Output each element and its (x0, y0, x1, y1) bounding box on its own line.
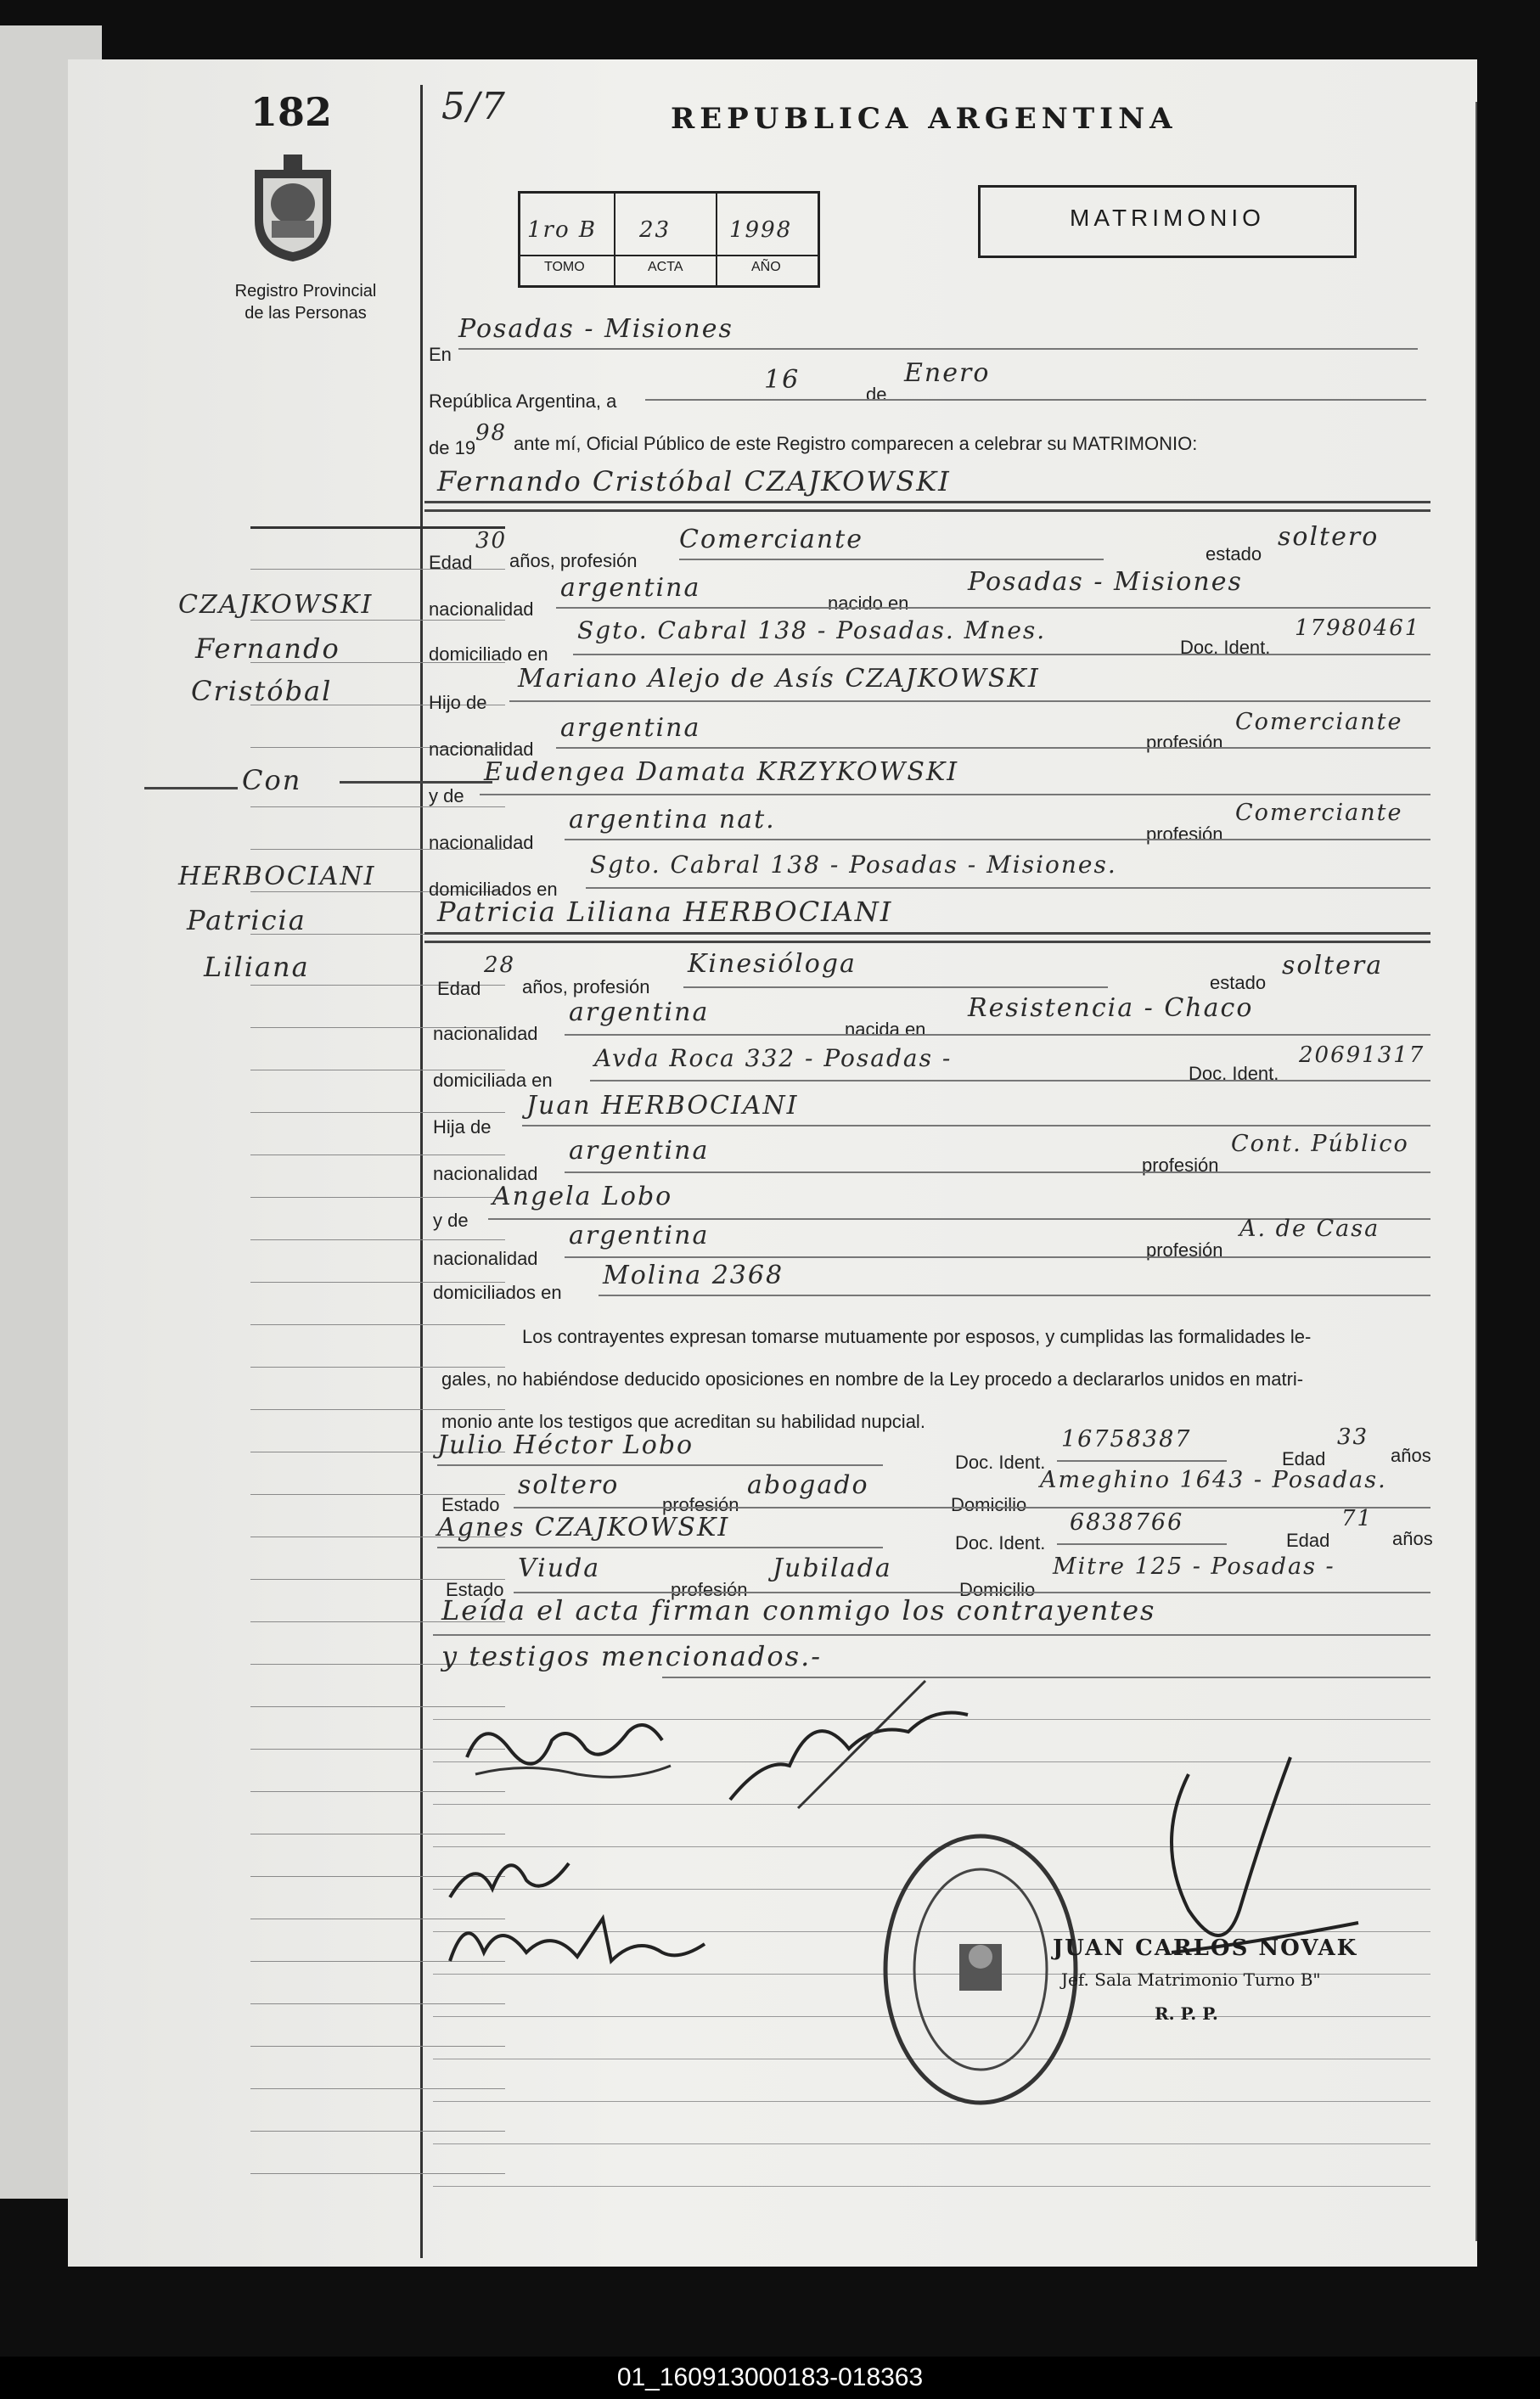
witness2-estado-label: Estado (446, 1579, 504, 1600)
margin-conjunction: Con (242, 764, 302, 796)
groom-estado-label: estado (1206, 543, 1262, 565)
groom-hijo-label: Hijo de (429, 692, 487, 713)
bride-parents-dom-label: domiciliados en (433, 1282, 562, 1303)
acta-value: 23 (639, 217, 672, 243)
groom-estado: soltero (1278, 522, 1380, 552)
day: 16 (764, 365, 801, 395)
acta-label: ACTA (648, 260, 683, 274)
bride-yde-label: y de (433, 1210, 469, 1231)
closing-line2: y testigos mencionados.- (441, 1640, 823, 1672)
witness1-anos-label: años (1391, 1445, 1431, 1466)
margin-bride-surname: HERBOCIANI (178, 862, 376, 891)
groom-parents-domicile: Sgto. Cabral 138 - Posadas - Misiones. (590, 851, 1117, 879)
groom-father: Mariano Alejo de Asís CZAJKOWSKI (518, 664, 1040, 694)
witness2-age: 71 (1341, 1506, 1374, 1531)
bride-father-nac-label: nacionalidad (433, 1163, 538, 1184)
witness1-domicile: Ameghino 1643 - Posadas. (1040, 1467, 1387, 1493)
groom-father-prof-label: profesión (1146, 732, 1223, 753)
groom-doc-label: Doc. Ident. (1180, 637, 1271, 658)
bride-father: Juan HERBOCIANI (526, 1091, 799, 1121)
bride-dom-label: domiciliada en (433, 1070, 553, 1091)
witness2-profession: Jubilada (773, 1553, 892, 1583)
witness2-dom-label: Domicilio (959, 1579, 1036, 1600)
groom-domicile: Sgto. Cabral 138 - Posadas. Mnes. (577, 616, 1047, 644)
en-label: En (429, 344, 452, 365)
groom-nacido-label: nacido en (828, 593, 909, 614)
groom-mother-prof-label: profesión (1146, 823, 1223, 845)
bride-profession: Kinesióloga (688, 949, 857, 979)
witness2-anos-label: años (1392, 1528, 1433, 1549)
closing-line1: Leída el acta firman conmigo los contrayentes (441, 1594, 1156, 1626)
signature-contrayente-1 (458, 1698, 679, 1804)
bride-edad-label: Edad (437, 978, 481, 999)
bride-mother-nac-label: nacionalidad (433, 1248, 538, 1269)
right-border (1475, 102, 1477, 2241)
registry-name-line2: de las Personas (244, 304, 367, 323)
bride-hija-label: Hija de (433, 1116, 492, 1138)
witness1-doc-label: Doc. Ident. (955, 1452, 1046, 1473)
registry-name-line1: Registro Provincial (234, 282, 377, 301)
document-page (68, 59, 1477, 2267)
groom-birthplace: Posadas - Misiones (968, 567, 1243, 597)
witness1-profession: abogado (747, 1470, 869, 1500)
groom-anos-label: años, profesión (509, 550, 638, 571)
bride-anos-label: años, profesión (522, 976, 650, 997)
bride-nationality: argentina (569, 997, 710, 1027)
witness1-estado-label: Estado (441, 1494, 500, 1515)
country-title: REPUBLICA ARGENTINA (671, 102, 1177, 136)
bride-doc-label: Doc. Ident. (1189, 1063, 1279, 1084)
tomo-label: TOMO (544, 260, 585, 274)
bride-nac-label: nacionalidad (433, 1023, 538, 1044)
place: Posadas - Misiones (458, 314, 733, 344)
official-seal (879, 1829, 1082, 2114)
witness2-domicile: Mitre 125 - Posadas - (1053, 1553, 1335, 1580)
bride-mother-prof-label: profesión (1146, 1239, 1223, 1261)
groom-doc: 17980461 (1295, 615, 1421, 641)
margin-bride-first: Patricia (187, 904, 306, 936)
groom-father-nac-label: nacionalidad (429, 739, 534, 760)
witness1-name: Julio Héctor Lobo (437, 1430, 694, 1460)
margin-groom-surname: CZAJKOWSKI (178, 590, 374, 620)
witness2-prof-label: profesión (671, 1579, 748, 1600)
groom-age: 30 (475, 528, 508, 553)
groom-mother-nac-label: nacionalidad (429, 832, 534, 853)
month: Enero (904, 358, 991, 388)
margin-divider (420, 85, 423, 2258)
witness2-estado: Viuda (518, 1553, 601, 1583)
witness1-doc: 16758387 (1061, 1426, 1192, 1452)
official-name: JUAN CARLOS NOVAK (1053, 1935, 1358, 1961)
witness1-prof-label: profesión (662, 1494, 739, 1515)
bride-nacida-label: nacida en (845, 1019, 926, 1040)
year-suffix: 98 (475, 420, 508, 446)
bride-birthplace: Resistencia - Chaco (968, 993, 1254, 1023)
tomo-value: 1ro B (527, 217, 597, 243)
witness1-estado: soltero (518, 1470, 620, 1500)
bride-father-nationality: argentina (569, 1136, 710, 1166)
groom-name: Fernando Cristóbal CZAJKOWSKI (437, 465, 951, 497)
witness2-doc: 6838766 (1070, 1509, 1184, 1536)
bride-doc: 20691317 (1299, 1042, 1425, 1068)
bride-mother-profession: A. de Casa (1239, 1216, 1380, 1242)
official-title: Jef. Sala Matrimonio Turno B" (1061, 1969, 1321, 1990)
ano-value: 1998 (729, 217, 793, 243)
groom-nac-label: nacionalidad (429, 598, 534, 620)
margin-groom-first: Fernando (195, 632, 340, 665)
coat-of-arms-logo (246, 153, 340, 267)
bride-name: Patricia Liliana HERBOCIANI (437, 896, 893, 928)
witness2-edad-label: Edad (1286, 1530, 1330, 1551)
signature-contrayente-2 (713, 1672, 985, 1821)
witness2-doc-label: Doc. Ident. (955, 1532, 1046, 1553)
official-org: R. P. P. (1155, 2003, 1218, 2024)
margin-groom-second: Cristóbal (191, 675, 333, 707)
witness1-edad-label: Edad (1282, 1448, 1326, 1469)
bride-father-profession: Cont. Público (1231, 1131, 1409, 1157)
groom-yde-label: y de (429, 785, 464, 806)
witness1-age: 33 (1337, 1424, 1369, 1450)
act-type-box (978, 185, 1357, 258)
de-label: de (866, 384, 887, 405)
country-label: República Argentina, a (429, 390, 617, 412)
declaration-line1: Los contrayentes expresan tomarse mutuamente por esposos, y cumplidas las formalidades le- (522, 1326, 1312, 1347)
groom-dom-label: domiciliado en (429, 643, 548, 665)
groom-father-profession: Comerciante (1235, 709, 1403, 735)
margin-mark: 5/7 (441, 85, 507, 128)
bride-age: 28 (484, 952, 516, 978)
witness2-name: Agnes CZAJKOWSKI (437, 1513, 730, 1542)
year-prefix: de 19 (429, 437, 476, 458)
tomo-acta-ano-box (518, 191, 820, 288)
declaration-line3: monio ante los testigos que acreditan su habilidad nupcial. (441, 1411, 925, 1432)
groom-profession: Comerciante (679, 525, 863, 554)
groom-mother-profession: Comerciante (1235, 800, 1403, 826)
page-number: 182 (250, 89, 333, 135)
bride-parents-domicile: Molina 2368 (603, 1261, 784, 1290)
witness1-dom-label: Domicilio (951, 1494, 1027, 1515)
bride-mother: Angela Lobo (492, 1182, 673, 1211)
groom-father-nationality: argentina (560, 713, 701, 743)
bride-domicile: Avda Roca 332 - Posadas - (594, 1044, 953, 1072)
groom-mother-nationality: argentina nat. (569, 805, 776, 834)
groom-mother: Eudengea Damata KRZYKOWSKI (484, 757, 959, 787)
bride-estado-label: estado (1210, 972, 1267, 993)
file-id-caption: 01_160913000183-018363 (0, 2357, 1540, 2399)
groom-edad-label: Edad (429, 552, 473, 573)
bride-mother-nationality: argentina (569, 1221, 710, 1250)
ano-label: AÑO (751, 260, 781, 274)
margin-bride-second: Liliana (204, 951, 310, 983)
declaration-line2: gales, no habiéndose deducido oposiciones en nombre de la Ley procedo a declararlos unidos en matri- (441, 1368, 1304, 1390)
act-type: MATRIMONIO (1070, 205, 1265, 231)
signature-witness-2 (441, 1893, 713, 1991)
groom-parents-dom-label: domiciliados en (429, 879, 558, 900)
intro-text: ante mí, Oficial Público de este Registro comparecen a celebrar su MATRIMONIO: (514, 433, 1198, 454)
groom-nationality: argentina (560, 573, 701, 603)
bride-father-prof-label: profesión (1142, 1155, 1219, 1176)
bride-estado: soltera (1282, 951, 1384, 980)
